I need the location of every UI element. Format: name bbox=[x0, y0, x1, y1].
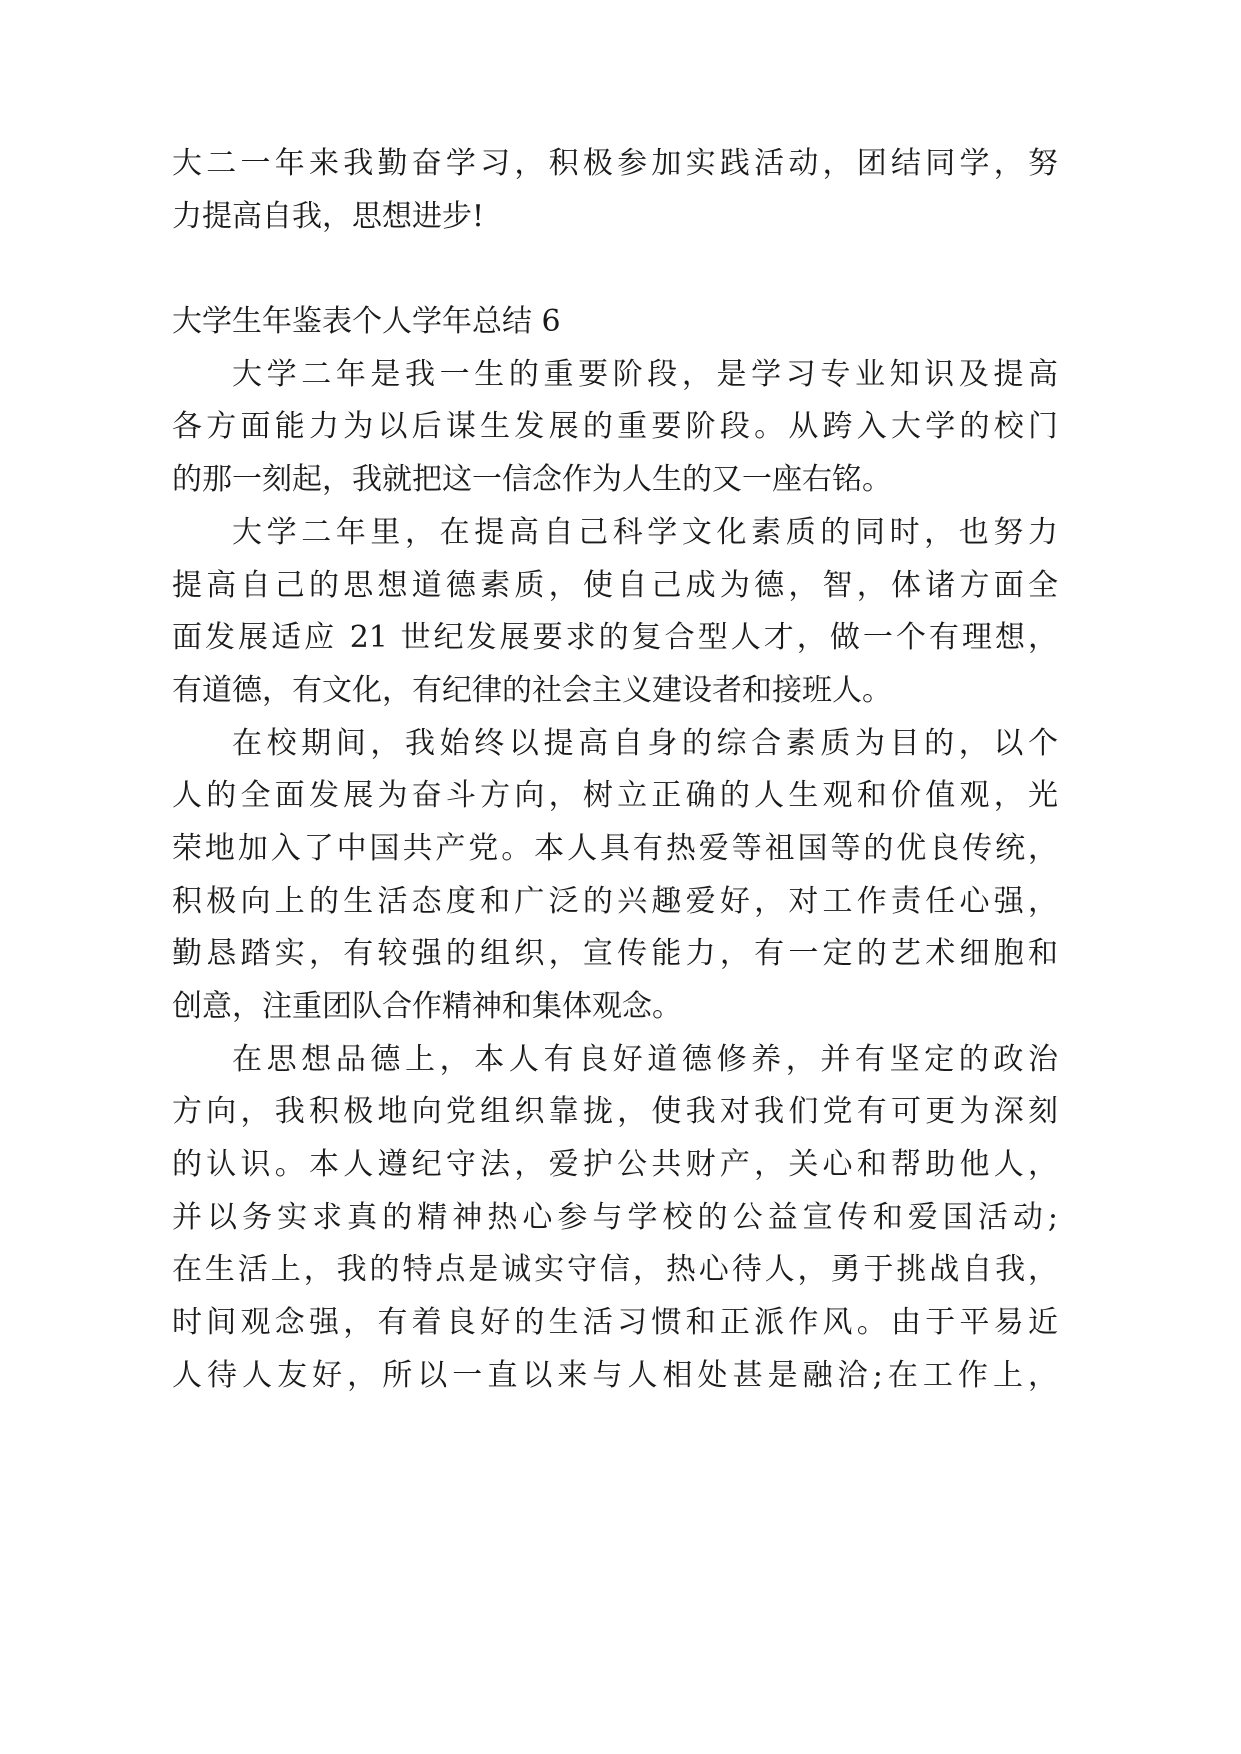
paragraph-line: 大学二年是我一生的重要阶段，是学习专业知识及提高 bbox=[232, 356, 1058, 392]
paragraph-line: 的那一刻起，我就把这一信念作为人生的又一座右铭。 bbox=[172, 462, 892, 498]
paragraph-line: 时间观念强，有着良好的生活习惯和正派作风。由于平易近 bbox=[172, 1305, 1058, 1341]
blank-line bbox=[172, 243, 1058, 296]
paragraph-line: 人待人友好，所以一直以来与人相处甚是融洽;在工作上， bbox=[172, 1357, 1058, 1393]
document-body bbox=[172, 138, 1058, 1403]
paragraph-line: 在思想品德上，本人有良好道德修养，并有坚定的政治 bbox=[232, 1041, 1058, 1077]
paragraph-line: 的认识。本人遵纪守法，爱护公共财产，关心和帮助他人， bbox=[172, 1147, 1058, 1183]
paragraph-line: 力提高自我，思想进步! bbox=[172, 198, 485, 234]
paragraph-line: 并以务实求真的精神热心参与学校的公益宣传和爱国活动; bbox=[172, 1199, 1058, 1235]
paragraph-line: 勤恳踏实，有较强的组织，宣传能力，有一定的艺术细胞和 bbox=[172, 936, 1058, 972]
paragraph-line: 方向，我积极地向党组织靠拢，使我对我们党有可更为深刻 bbox=[172, 1094, 1058, 1130]
paragraph-line: 人的全面发展为奋斗方向，树立正确的人生观和价值观，光 bbox=[172, 778, 1058, 814]
paragraph-line: 积极向上的生活态度和广泛的兴趣爱好，对工作责任心强， bbox=[172, 883, 1058, 919]
paragraph-line: 有道德，有文化，有纪律的社会主义建设者和接班人。 bbox=[172, 672, 892, 708]
paragraph-line: 面发展适应 21 世纪发展要求的复合型人才，做一个有理想， bbox=[172, 620, 1058, 656]
paragraph-line: 大二一年来我勤奋学习，积极参加实践活动，团结同学，努 bbox=[172, 146, 1058, 181]
paragraph-line: 在校期间，我始终以提高自身的综合素质为目的，以个 bbox=[232, 725, 1058, 761]
paragraph-line: 大学二年里，在提高自己科学文化素质的同时，也努力 bbox=[232, 514, 1058, 550]
section-heading: 大学生年鉴表个人学年总结 6 bbox=[172, 304, 561, 340]
paragraph-line: 在生活上，我的特点是诚实守信，热心待人，勇于挑战自我， bbox=[172, 1252, 1058, 1288]
paragraph-line: 提高自己的思想道德素质，使自己成为德，智，体诸方面全 bbox=[172, 567, 1058, 603]
paragraph-line: 荣地加入了中国共产党。本人具有热爱等祖国等的优良传统， bbox=[172, 830, 1058, 866]
paragraph-line: 创意，注重团队合作精神和集体观念。 bbox=[172, 989, 682, 1024]
paragraph-line: 各方面能力为以后谋生发展的重要阶段。从跨入大学的校门 bbox=[172, 409, 1058, 445]
